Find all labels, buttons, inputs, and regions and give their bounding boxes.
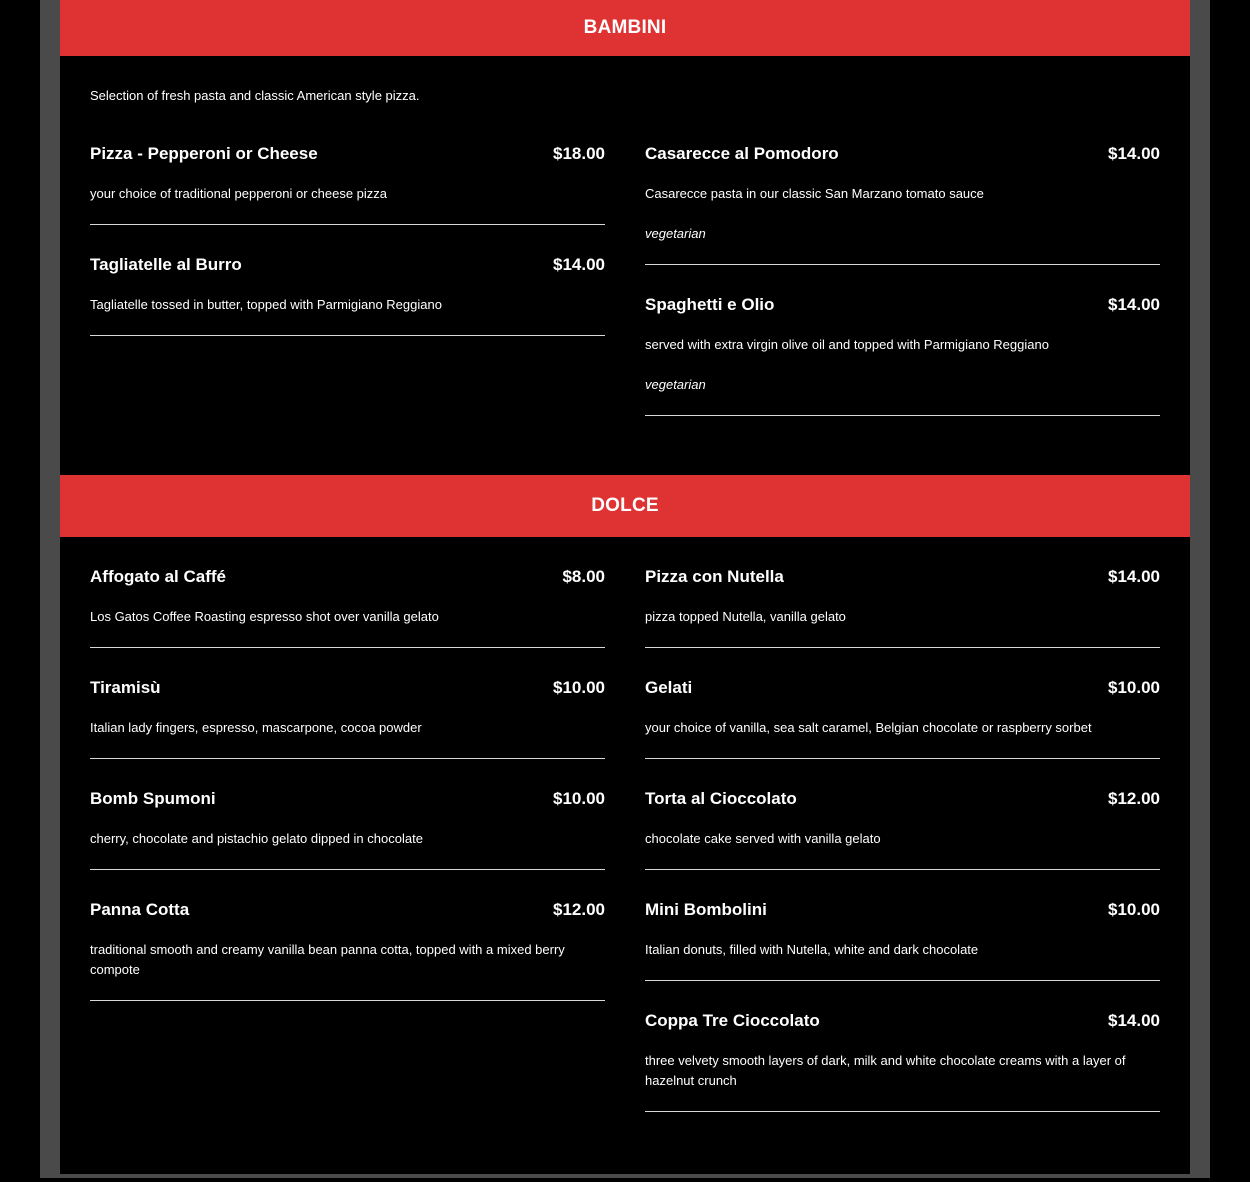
section-header-bambini: [60, 0, 1190, 56]
section-intro: Selection of fresh pasta and classic American style pizza.: [90, 88, 420, 103]
menu-item-header: [645, 900, 1160, 920]
menu-item-name: Tagliatelle al Burro: [90, 255, 242, 274]
menu-item: [90, 678, 605, 759]
menu-item-name: Bomb Spumoni: [90, 789, 216, 808]
menu-item: [90, 255, 605, 336]
menu-item-description: chocolate cake served with vanilla gelato: [645, 831, 881, 846]
menu-item-description: pizza topped Nutella, vanilla gelato: [645, 609, 846, 624]
menu-item-price: $8.00: [562, 567, 605, 586]
menu-item-description: Italian donuts, filled with Nutella, white and dark chocolate: [645, 942, 979, 957]
menu-item: [645, 1011, 1160, 1112]
menu-item-description: three velvety smooth layers of dark, milk and white chocolate creams with a layer of hazelnut crunch: [645, 1053, 1126, 1088]
menu-item: [645, 144, 1160, 265]
menu-item-description: traditional smooth and creamy vanilla bean panna cotta, topped with a mixed berry compote: [90, 942, 565, 977]
menu-item: [90, 144, 605, 225]
menu-item-description: cherry, chocolate and pistachio gelato dipped in chocolate: [90, 831, 423, 846]
menu-item-header: [645, 567, 1160, 587]
section-title: BAMBINI: [583, 17, 667, 38]
menu-item-header: [90, 255, 605, 275]
menu-item: [645, 567, 1160, 648]
menu-item-header: [645, 144, 1160, 164]
menu-item-price: $10.00: [553, 789, 605, 808]
menu-item-header: [90, 789, 605, 809]
menu-item-name: Gelati: [645, 678, 693, 697]
menu-item-header: [90, 567, 605, 587]
menu-item-header: [90, 144, 605, 164]
menu-item-name: Panna Cotta: [90, 900, 190, 919]
bambini-left-column: [90, 144, 605, 336]
menu-item: [90, 789, 605, 870]
menu-item-header: [90, 678, 605, 698]
menu-item-name: Pizza con Nutella: [645, 567, 784, 586]
menu-item-description: your choice of vanilla, sea salt caramel, Belgian chocolate or raspberry sorbet: [645, 720, 1092, 735]
menu-item-price: $10.00: [1108, 678, 1160, 697]
menu-item-name: Pizza - Pepperoni or Cheese: [90, 144, 318, 163]
menu-item: [645, 900, 1160, 981]
menu-item-header: [645, 1011, 1160, 1031]
menu-item-description: Tagliatelle tossed in butter, topped with Parmigiano Reggiano: [90, 297, 442, 312]
menu-item-name: Tiramisù: [90, 678, 161, 697]
menu-item-price: $14.00: [1108, 1011, 1160, 1030]
menu-item-name: Affogato al Caffé: [90, 567, 226, 586]
menu-item: [645, 789, 1160, 870]
menu-item-description: Casarecce pasta in our classic San Marzano tomato sauce: [645, 186, 984, 201]
menu-item-name: Coppa Tre Cioccolato: [645, 1011, 820, 1030]
menu-item-header: [645, 789, 1160, 809]
menu-item-price: $14.00: [1108, 567, 1160, 586]
menu-item-price: $18.00: [553, 144, 605, 163]
menu-item-description: served with extra virgin olive oil and topped with Parmigiano Reggiano: [645, 337, 1049, 352]
menu-item-dietary-tag: vegetarian: [645, 377, 706, 392]
menu-item-header: [645, 678, 1160, 698]
menu-item-price: $14.00: [1108, 144, 1160, 163]
menu-item-header: [90, 900, 605, 920]
menu-item-price: $12.00: [553, 900, 605, 919]
menu-item: [90, 567, 605, 648]
menu-item-header: [645, 295, 1160, 315]
menu-item: [90, 900, 605, 1001]
menu-item-price: $10.00: [553, 678, 605, 697]
section-header-dolce: [60, 475, 1190, 537]
menu-item: [645, 678, 1160, 759]
menu-item-description: Italian lady fingers, espresso, mascarpone, cocoa powder: [90, 720, 422, 735]
bambini-right-column: [645, 144, 1160, 416]
menu-item-description: your choice of traditional pepperoni or cheese pizza: [90, 186, 388, 201]
dolce-left-column: [90, 567, 605, 1001]
menu-item-name: Casarecce al Pomodoro: [645, 144, 839, 163]
menu-item-name: Spaghetti e Olio: [645, 295, 775, 314]
menu-item-price: $10.00: [1108, 900, 1160, 919]
menu-item-description: Los Gatos Coffee Roasting espresso shot over vanilla gelato: [90, 609, 439, 624]
menu-panel: [60, 0, 1190, 1174]
menu-item-price: $14.00: [553, 255, 605, 274]
section-title: DOLCE: [591, 495, 659, 516]
menu-item-price: $12.00: [1108, 789, 1160, 808]
dolce-right-column: [645, 567, 1160, 1112]
menu-item-name: Torta al Cioccolato: [645, 789, 797, 808]
menu-item-dietary-tag: vegetarian: [645, 226, 706, 241]
menu-item-price: $14.00: [1108, 295, 1160, 314]
menu-item: [645, 295, 1160, 416]
menu-item-name: Mini Bombolini: [645, 900, 767, 919]
